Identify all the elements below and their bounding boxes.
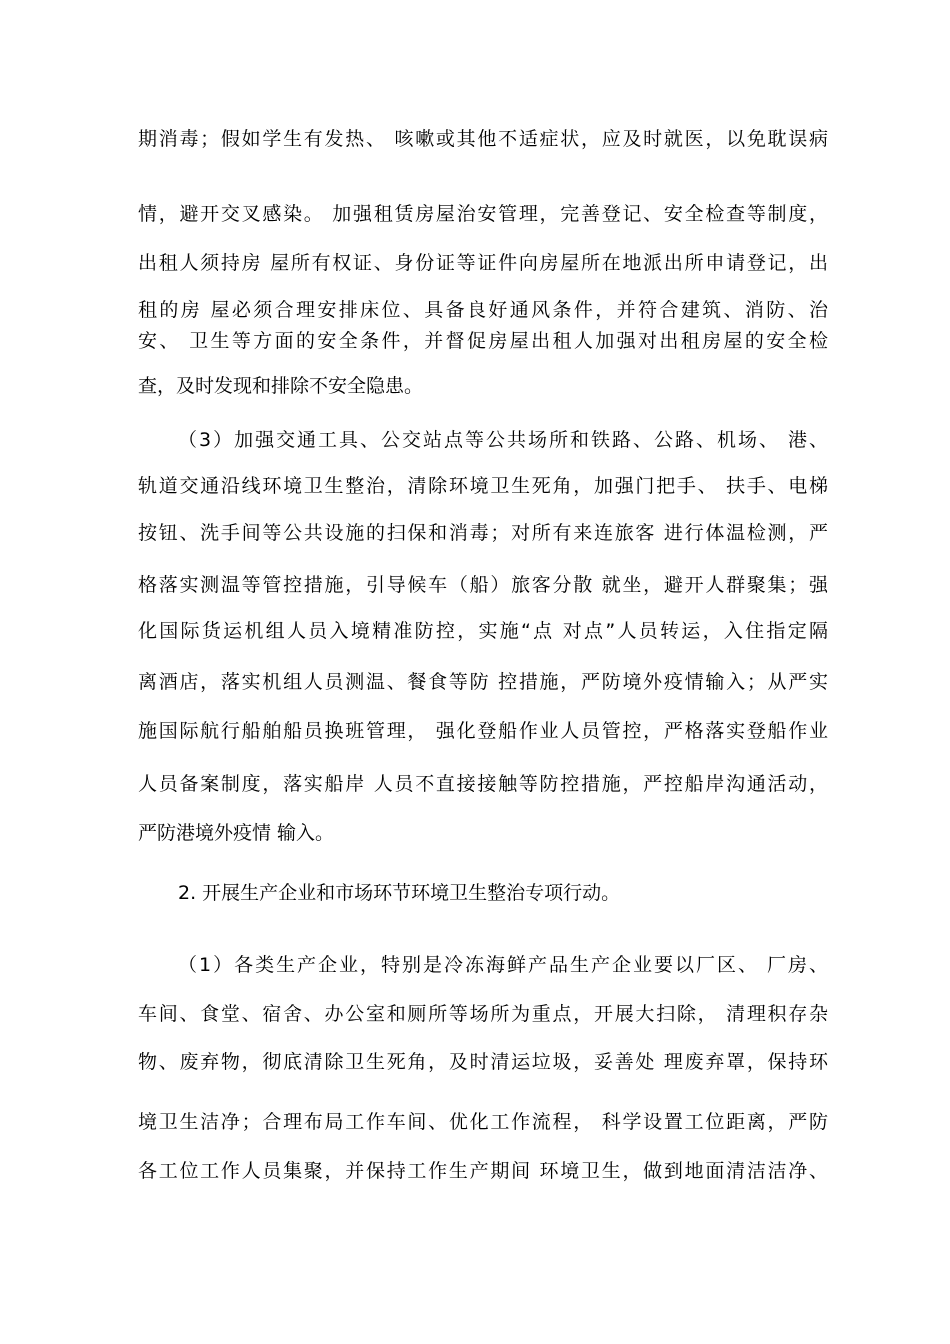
text-line: 出租人须持房 屋所有权证、身份证等证件向房屋所在地派出所申请登记，出 (138, 252, 828, 274)
text-line: 车间、食堂、宿舍、办公室和厕所等场所为重点，开展大扫除， 清理积存杂 (138, 1003, 828, 1025)
section-heading: 2. 开展生产企业和市场环节环境卫生整治专项行动。 (178, 882, 621, 904)
text-line: 按钮、洗手间等公共设施的扫保和消毒；对所有来连旅客 进行体温检测，严 (138, 522, 828, 544)
text-line: 格落实测温等管控措施，引导候车（船）旅客分散 就坐，避开人群聚集；强 (138, 574, 828, 596)
text-line: 境卫生洁净；合理布局工作车间、优化工作流程， 科学设置工位距离，严防 (138, 1111, 828, 1133)
text-line: 查，及时发现和排除不安全隐患。 (138, 375, 424, 397)
text-line: 情，避开交叉感染。 加强租赁房屋治安管理，完善登记、安全检查等制度， (138, 203, 828, 225)
text-line: 租的房 屋必须合理安排床位、具备良好通风条件，并符合建筑、消防、治 (138, 299, 828, 321)
text-line: 期消毒；假如学生有发热、 咳嗽或其他不适症状，应及时就医，以免耽误病 (138, 128, 828, 150)
paragraph-start-line: （1）各类生产企业，特别是冷冻海鲜产品生产企业要以厂区、 厂房、 (178, 954, 828, 976)
text-line: 物、废弃物，彻底清除卫生死角，及时清运垃圾，妥善处 理废弃罩，保持环 (138, 1051, 828, 1073)
text-line: 安、 卫生等方面的安全条件，并督促房屋出租人加强对出租房屋的安全检 (138, 330, 828, 352)
text-line: 各工位工作人员集聚，并保持工作生产期间 环境卫生，做到地面清洁洁净、 (138, 1160, 828, 1182)
text-line: 离酒店，落实机组人员测温、餐食等防 控措施，严防境外疫情输入；从严实 (138, 671, 828, 693)
text-line: 化国际货运机组人员入境精准防控，实施“点 对点”人员转运，入住指定隔 (138, 620, 828, 642)
text-line: 人员备案制度，落实船岸 人员不直接接触等防控措施，严控船岸沟通活动， (138, 773, 828, 795)
text-line: 轨道交通沿线环境卫生整治，清除环境卫生死角，加强门把手、 扶手、电梯 (138, 475, 828, 497)
paragraph-start-line: （3）加强交通工具、公交站点等公共场所和铁路、公路、机场、 港、 (178, 429, 828, 451)
text-line: 严防港境外疫情 输入。 (138, 822, 335, 844)
text-line: 施国际航行船舶船员换班管理， 强化登船作业人员管控，严格落实登船作业 (138, 720, 828, 742)
